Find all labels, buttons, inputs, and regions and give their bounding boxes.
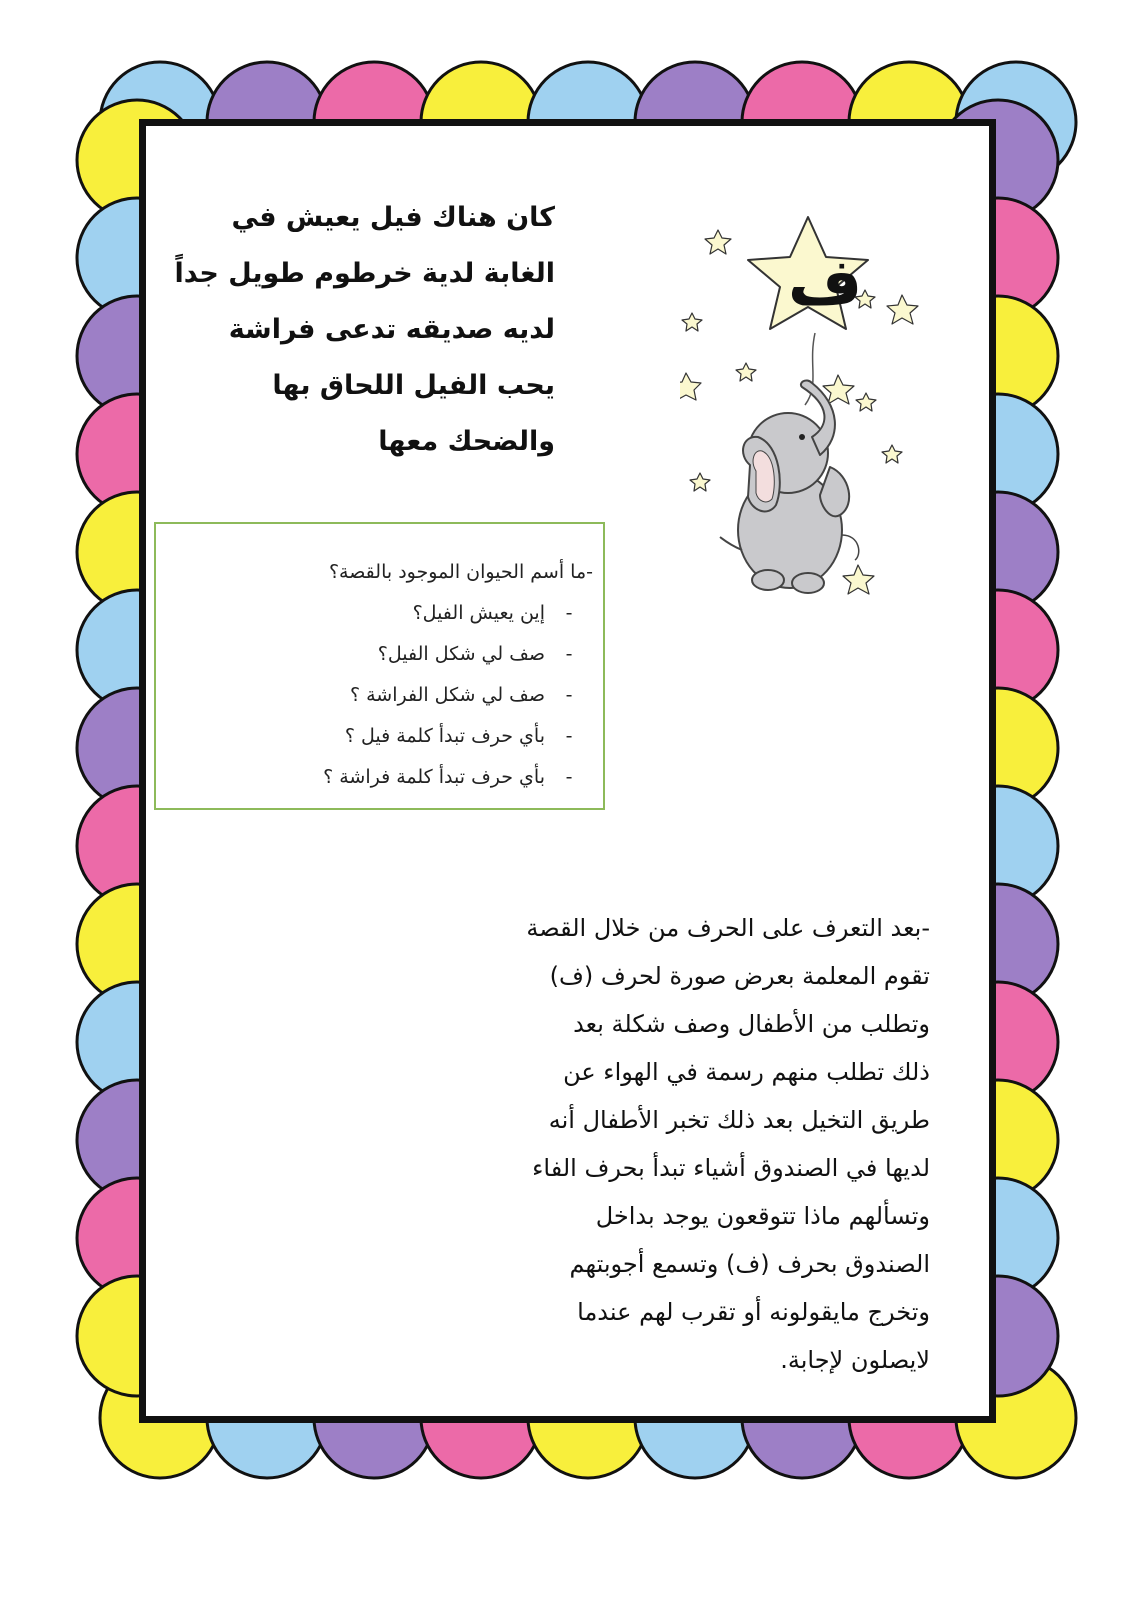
question-text: صف لي شكل الفراشة ؟ xyxy=(349,684,545,706)
activity-line: ذلك تطلب منهم رسمة في الهواء عن xyxy=(563,1058,930,1086)
question-item xyxy=(156,716,593,757)
activity-line: الصندوق بحرف (ف) وتسمع أجوبتهم xyxy=(569,1250,930,1278)
question-text: صف لي شكل الفيل؟ xyxy=(377,643,545,665)
small-star-icon xyxy=(736,363,756,381)
activity-line: تقوم المعلمة بعرض صورة لحرف (ف) xyxy=(549,962,930,990)
list-dash: - xyxy=(565,684,573,706)
story-line: والضحك معها xyxy=(378,426,555,457)
activity-line: لايصلون لإجابة. xyxy=(780,1346,930,1374)
small-star-icon xyxy=(690,473,710,491)
story-line: يحب الفيل اللحاق بها xyxy=(272,370,555,401)
elephant-icon xyxy=(720,380,859,593)
question-item: -ما أسم الحيوان الموجود بالقصة؟ xyxy=(328,561,593,583)
activity-text xyxy=(470,904,930,1384)
question-item xyxy=(156,634,593,675)
story-text xyxy=(170,190,555,470)
question-item xyxy=(156,593,593,634)
list-dash: - xyxy=(565,766,573,788)
list-dash: - xyxy=(565,643,573,665)
activity-line: طريق التخيل بعد ذلك تخبر الأطفال أنه xyxy=(548,1106,930,1134)
question-text: إين يعيش الفيل؟ xyxy=(412,602,545,624)
story-line: لديه صديقه تدعى فراشة xyxy=(228,314,555,345)
question-text: بأي حرف تبدأ كلمة فراشة ؟ xyxy=(323,766,545,788)
story-line: كان هناك فيل يعيش في xyxy=(231,202,555,233)
list-dash: - xyxy=(565,725,573,747)
small-star-icon xyxy=(705,230,731,254)
small-star-icon xyxy=(856,393,876,411)
question-item xyxy=(156,675,593,716)
activity-line: -بعد التعرف على الحرف من خلال القصة xyxy=(526,914,930,942)
story-line: الغابة لدية خرطوم طويل جداً xyxy=(174,258,555,289)
small-star-icon xyxy=(887,295,918,324)
small-star-icon xyxy=(680,373,701,400)
activity-line: وتسألهم ماذا تتوقعون يوجد بداخل xyxy=(595,1202,930,1230)
letter-fa: ف xyxy=(787,246,863,320)
activity-line: لديها في الصندوق أشياء تبدأ بحرف الفاء xyxy=(532,1154,930,1182)
questions-list xyxy=(156,552,593,798)
activity-line: وتطلب من الأطفال وصف شكلة بعد xyxy=(573,1010,930,1038)
activity-line: وتخرج مايقولونه أو تقرب لهم عندما xyxy=(577,1298,930,1326)
question-text: بأي حرف تبدأ كلمة فيل ؟ xyxy=(344,725,545,747)
small-star-icon xyxy=(843,565,874,594)
question-item xyxy=(156,757,593,798)
small-star-icon xyxy=(682,313,702,331)
questions-box xyxy=(154,522,605,810)
small-star-icon xyxy=(882,445,902,463)
list-dash: - xyxy=(565,602,573,624)
